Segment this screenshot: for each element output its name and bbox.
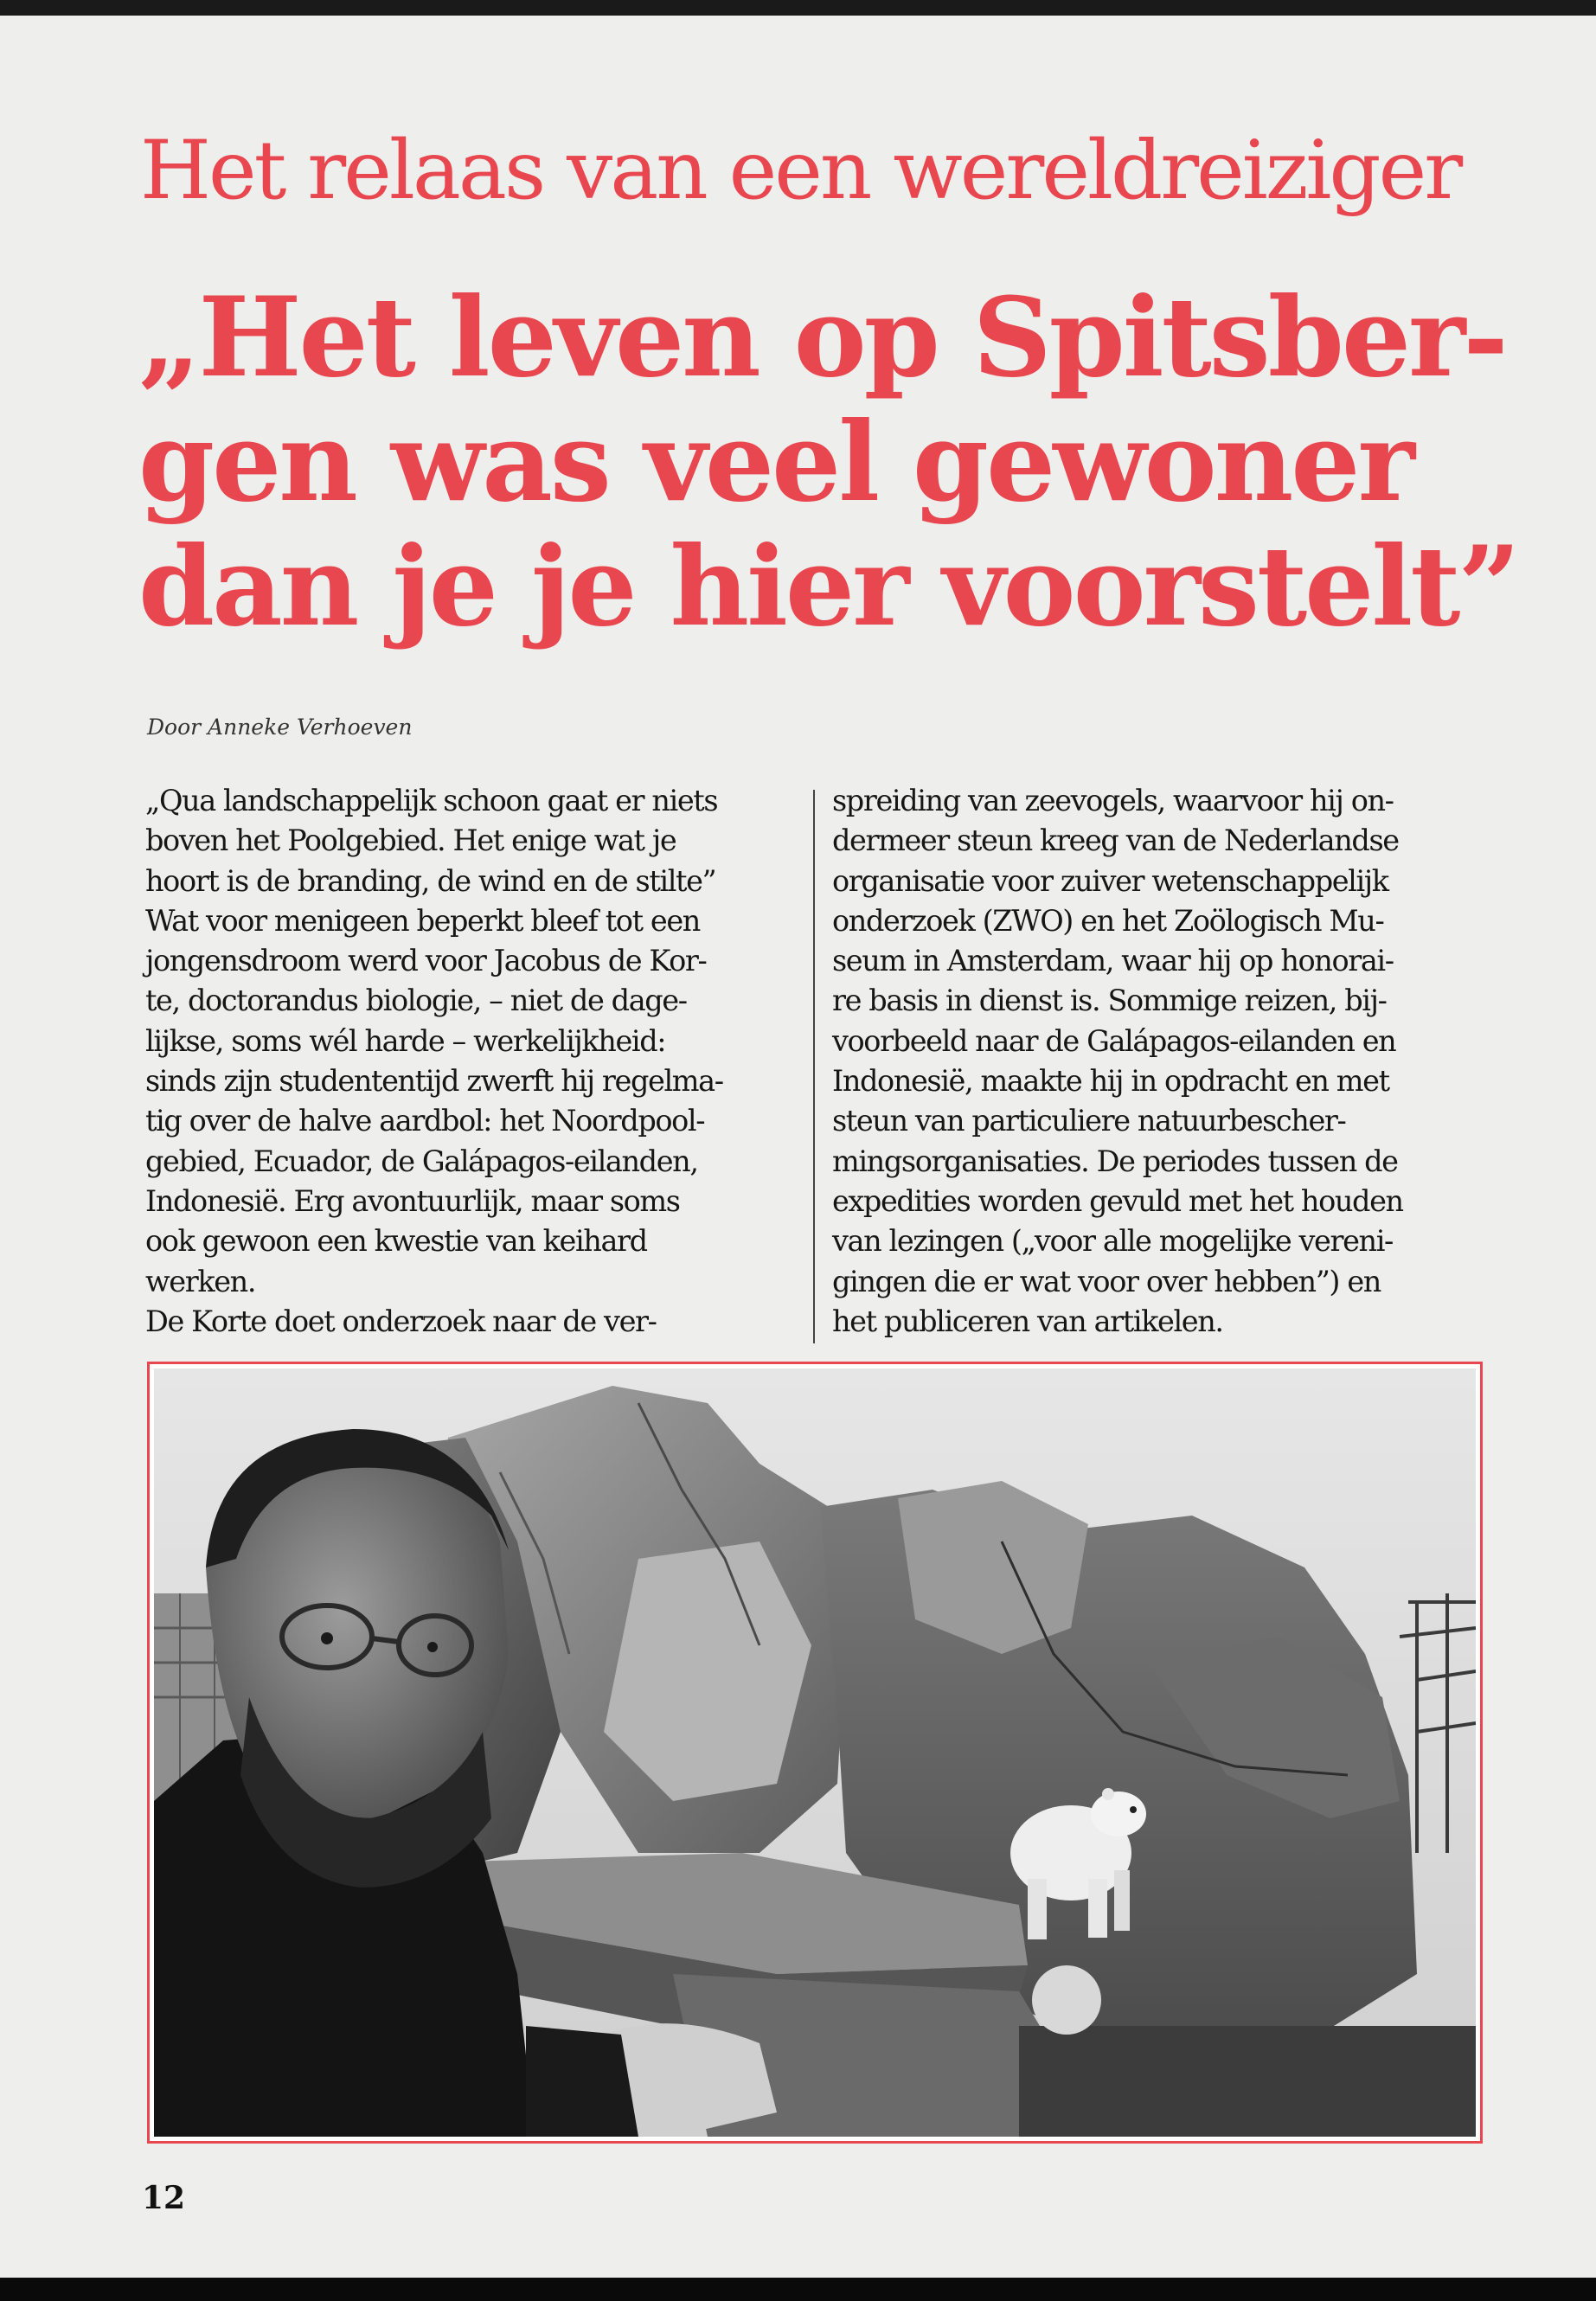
- headline-line: gen was veel gewoner: [138, 398, 1413, 526]
- column-divider: [813, 790, 815, 1343]
- body-line: onderzoek (ZWO) en het Zoölogisch Mu-: [832, 903, 1384, 938]
- body-line: lijkse, soms wél harde – werkelijkheid:: [145, 1023, 666, 1058]
- body-line: sinds zijn studententijd zwerft hij regelma-: [145, 1064, 723, 1099]
- byline: Door Anneke Verhoeven: [147, 715, 413, 740]
- body-line: Indonesië, maakte hij in opdracht en met: [832, 1064, 1389, 1099]
- body-line: voorbeeld naar de Galápagos-eilanden en: [832, 1023, 1396, 1058]
- page-number: 12: [142, 2180, 186, 2216]
- headline-line: „Het leven op Spitsber-: [138, 273, 1506, 401]
- body-line: hoort is de branding, de wind en de stilte”: [145, 863, 716, 898]
- magazine-page: [0, 16, 1596, 2278]
- body-line: ook gewoon een kwestie van keihard: [145, 1224, 647, 1259]
- body-line: „Qua landschappelijk schoon gaat er niets: [145, 784, 718, 817]
- body-line: jongensdroom werd voor Jacobus de Kor-: [145, 944, 707, 978]
- body-line: spreiding van zeevogels, waarvoor hij on-: [832, 784, 1394, 817]
- body-line: re basis in dienst is. Sommige reizen, bij-: [832, 984, 1387, 1018]
- article-photo: [147, 1362, 1483, 2144]
- body-line: het publiceren van artikelen.: [832, 1304, 1223, 1338]
- scan-edge: [0, 2278, 1596, 2301]
- body-line: dermeer steun kreeg van de Nederlandse: [832, 824, 1399, 858]
- body-line: boven het Poolgebied. Het enige wat je: [145, 824, 676, 858]
- body-line: gebied, Ecuador, de Galápagos-eilanden,: [145, 1144, 698, 1178]
- body-line: van lezingen („voor alle mogelijke vereni-: [832, 1224, 1393, 1259]
- body-line: Wat voor menigeen beperkt bleef tot een: [145, 903, 700, 938]
- body-line: organisatie voor zuiver wetenschappelijk: [832, 863, 1388, 898]
- pool-water: [1019, 2026, 1476, 2137]
- body-column-left: [145, 781, 810, 1342]
- body-line: seum in Amsterdam, waar hij op honorai-: [832, 944, 1394, 978]
- body-line: te, doctorandus biologie, – niet de dage-: [145, 984, 687, 1018]
- kicker-title: Het relaas van een wereldreiziger: [140, 124, 1461, 218]
- body-line: steun van particuliere natuurbescher-: [832, 1104, 1346, 1138]
- body-line: expedities worden gevuld met het houden: [832, 1183, 1403, 1218]
- headline-line: dan je je hier voorstelt”: [138, 522, 1518, 651]
- body-line: mingsorganisaties. De periodes tussen de: [832, 1144, 1398, 1178]
- body-line: tig over de halve aardbol: het Noordpool-: [145, 1104, 705, 1138]
- body-line: De Korte doet onderzoek naar de ver-: [145, 1304, 657, 1338]
- body-column-right: [832, 781, 1490, 1342]
- body-line: Indonesië. Erg avontuurlijk, maar soms: [145, 1183, 680, 1218]
- headline: [138, 275, 1540, 649]
- photo-illustration: [154, 1368, 1476, 2137]
- body-line: gingen die er wat voor over hebben”) en: [832, 1264, 1381, 1298]
- body-line: werken.: [145, 1264, 256, 1298]
